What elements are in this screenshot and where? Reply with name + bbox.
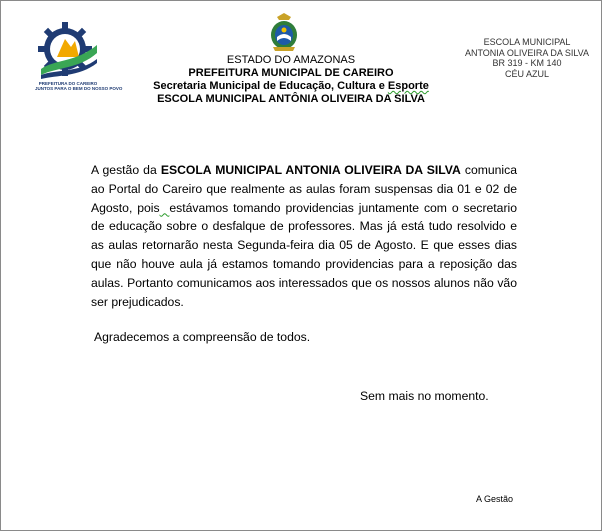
gear-logo-icon — [35, 19, 101, 81]
signature: A Gestão — [476, 494, 514, 504]
prefeitura-logo — [35, 19, 123, 95]
school-line-2: ANTONIA OLIVEIRA DA SILVA — [464, 47, 590, 58]
letter-body — [91, 161, 517, 311]
amazonas-crest — [267, 13, 301, 53]
school-line-4: CÉU AZUL — [504, 68, 549, 79]
prefecture-name: PREFEITURA MUNICIPAL DE CAREIRO — [188, 67, 394, 79]
body-part-2: estávamos tomando providencias juntamente com o secretario de educação sobre o desfalque de professores. Mas já está tudo resolvido e as aulas retornarão nesta Segunda-feira dia 05 de Agosto. E que esses dias que não houve aula já estamos tomando providencias para a reposição das aulas. Portanto comunicamos aos interessados que os nossos alunos não vão ser prejudicados. — [91, 200, 518, 309]
body-part-1: comunica ao Portal do Careiro que realmente as aulas foram suspensas dia 01 e 02 de Agosto, pois — [91, 163, 518, 215]
school-name: ESCOLA MUNICIPAL ANTÔNIA OLIVEIRA DA SILVA — [157, 93, 425, 105]
body-school-name: ESCOLA MUNICIPAL ANTONIA OLIVEIRA DA SILVA — [160, 163, 461, 177]
body-intro: A gestão da — [91, 163, 161, 177]
letterhead — [131, 54, 451, 106]
state-name: ESTADO DO AMAZONAS — [226, 54, 356, 66]
secretariat-text: Secretaria Municipal de Educação, Cultura e — [153, 80, 388, 92]
school-line-3: BR 319 - KM 140 — [492, 58, 562, 68]
logo-caption: PREFEITURA DO CAREIRO — [38, 81, 98, 86]
closing-line: Sem mais no momento. — [360, 389, 489, 403]
coat-of-arms-icon — [267, 13, 301, 53]
school-address-block — [457, 37, 597, 79]
spellcheck-gap — [160, 201, 170, 215]
school-line-1: ESCOLA MUNICIPAL — [483, 37, 571, 47]
logo-slogan: JUNTOS PARA O BEM DO NOSSO POVO — [35, 86, 123, 91]
spellcheck-word: Esporte — [387, 80, 429, 92]
thanks-line: Agradecemos a compreensão de todos. — [94, 330, 311, 344]
secretariat-name — [131, 80, 451, 93]
